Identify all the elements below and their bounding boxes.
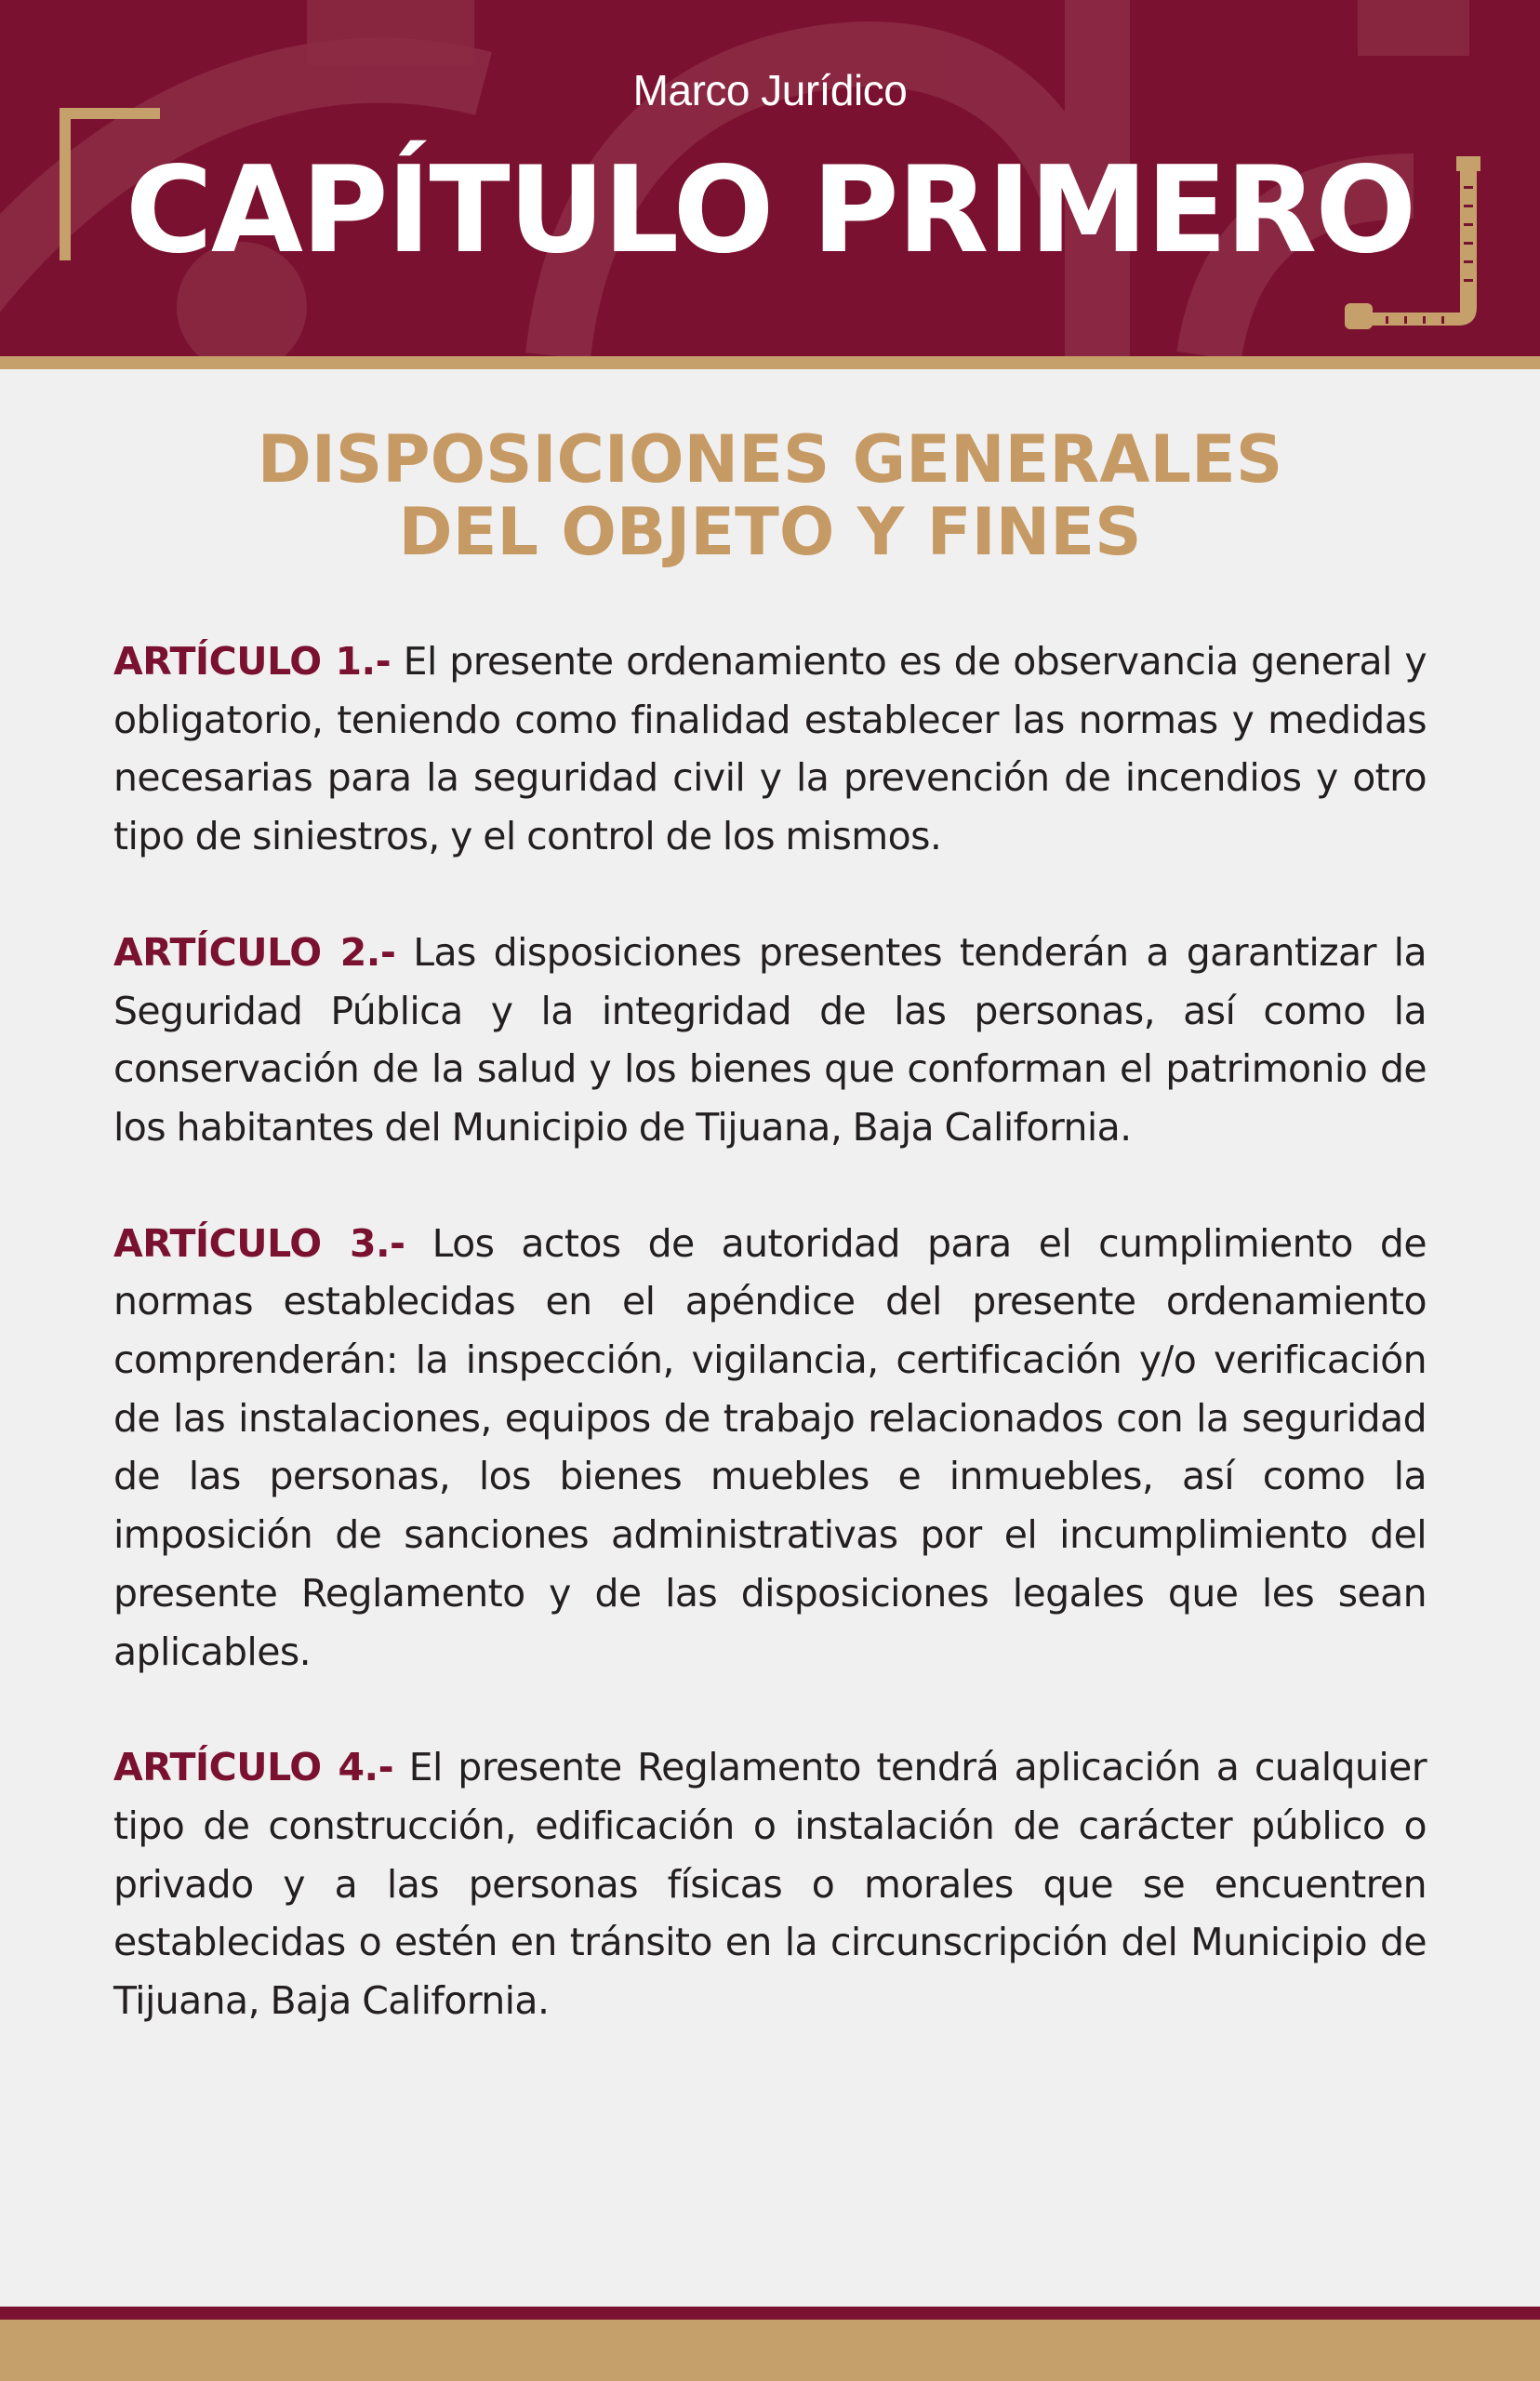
footer-gold-band bbox=[0, 2320, 1540, 2381]
article-1 bbox=[113, 632, 1427, 866]
header-gold-band bbox=[0, 356, 1540, 369]
header-subtitle: Marco Jurídico bbox=[632, 66, 908, 114]
article-3-text: Los actos de autoridad para el cumplimiento de normas establecidas en el apéndice del presente ordenamiento comprenderán: la inspección, vigilancia, certificación y/o verificación de las instalaciones, equipos de trabajo relacionados con la seguridad de las personas, los bienes muebles e inmuebles, así como la imposición de sanciones administrativas por el incumplimiento del presente Reglamento y de las disposiciones legales que les sean aplicables. bbox=[113, 1220, 1427, 1674]
article-4-label: ARTÍCULO 4.- bbox=[113, 1745, 394, 1790]
article-3-label: ARTÍCULO 3.- bbox=[113, 1220, 405, 1266]
article-1-text: El presente ordenamiento es de observancia general y obligatorio, teniendo como finalidad establecer las normas y medidas necesarias para la seguridad civil y la prevención de incendios y otro tipo de siniestros, y el control de los mismos. bbox=[113, 639, 1427, 859]
footer-red-stripe bbox=[0, 2307, 1540, 2320]
section-heading bbox=[0, 423, 1540, 568]
article-2-label: ARTÍCULO 2.- bbox=[113, 929, 396, 975]
section-heading-line-1: DISPOSICIONES GENERALES bbox=[257, 421, 1283, 498]
articles-list bbox=[113, 632, 1427, 2088]
chapter-title: CAPÍTULO PRIMERO bbox=[125, 141, 1415, 280]
article-1-label: ARTÍCULO 1.- bbox=[113, 639, 392, 684]
article-2 bbox=[113, 924, 1427, 1157]
article-4 bbox=[113, 1738, 1427, 2030]
article-3 bbox=[113, 1215, 1427, 1682]
article-4-text: El presente Reglamento tendrá aplicación a cualquier tipo de construcción, edificación o instalación de carácter público o privado y a las personas físicas o morales que se encuentren establecidas o estén en tránsito en la circunscripción del Municipio de Tijuana, Baja California. bbox=[113, 1745, 1427, 2024]
article-2-text: Las disposiciones presentes tenderán a garantizar la Seguridad Pública y la integridad de las personas, así como la conservación de la salud y los bienes que conforman el patrimonio de los habitantes del Municipio de Tijuana, Baja California. bbox=[113, 929, 1427, 1150]
header-banner bbox=[0, 0, 1540, 356]
section-heading-line-2: DEL OBJETO Y FINES bbox=[398, 494, 1142, 570]
